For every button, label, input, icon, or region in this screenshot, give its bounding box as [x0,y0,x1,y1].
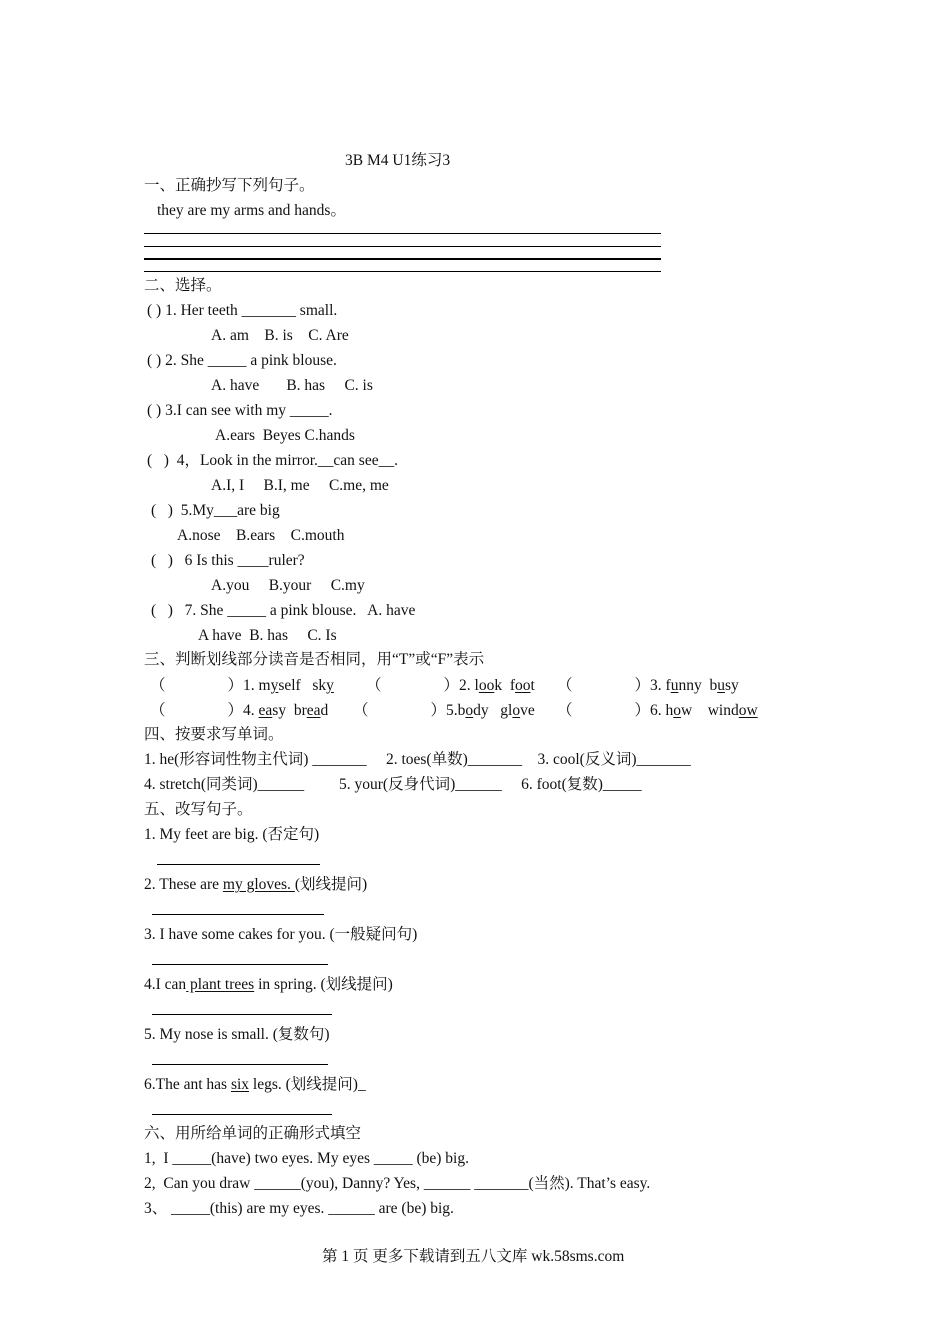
word-part: ve [520,702,535,719]
underlined-letters: ow [738,702,758,719]
answer-line-3 [152,964,328,965]
rewrite-q1: 1. My feet are big. (否定句) [144,826,320,843]
rewrite-q6 [144,1075,366,1095]
choice-q6: ( ) 6 Is this ____ruler? [151,552,305,569]
choice-q4-options: A.I, I B.I, me C.me, me [211,477,389,494]
underlined-letters: u [670,677,679,694]
choice-q6-options: A.you B.your C.my [211,577,365,594]
writing-line-2 [144,246,661,247]
phonics-item-1 [150,676,334,696]
underlined-letters: u [717,677,725,694]
item-number: 4. [243,702,255,719]
section-3-heading: 三、判断划线部分读音是否相同，用“T”或“F”表示 [144,651,485,668]
word-part: sy [724,677,739,694]
word-part: t [530,677,535,694]
paren-close: ） [430,702,447,719]
underlined-letters: oo [515,677,531,694]
fill-line-3: 3、 _____(this) are my eyes. ______ are (be) big. [144,1200,454,1217]
answer-line-4 [152,1014,332,1015]
paren-open: （ [366,677,382,694]
word-part: nny [678,677,702,694]
word-part: gl [500,702,513,719]
underlined-letters: o [512,702,521,719]
item-number: 2. [459,677,471,694]
word-part: k [494,677,503,694]
rewrite-q4 [144,975,393,995]
answer-line-5 [152,1064,328,1065]
text-part: 4.I can [144,976,187,993]
underlined-letters: y [270,677,279,694]
section-1-heading: 一、正确抄写下列句子。 [144,177,315,194]
writing-line-3 [144,258,661,260]
section-6-heading: 六、用所给单词的正确形式填空 [144,1125,362,1142]
word-part: l [474,677,479,694]
underlined-letters: ea [258,702,273,719]
word-part: sy [272,702,287,719]
word-part: h [665,702,674,719]
paren-open: （ [150,702,166,719]
underlined-phrase: plant trees [186,976,255,993]
underlined-phrase: six [230,1076,250,1093]
item-number: 5. [446,702,458,719]
page-title: 3B M4 U1练习3 [345,152,451,169]
paren-open: （ [150,677,166,694]
underlined-phrase: my gloves. [222,876,295,893]
paren-close: ） [443,677,460,694]
answer-line-2 [152,914,324,915]
text-part: in spring. (划线提问) [254,976,393,993]
item-number: 3. [650,677,662,694]
choice-q4: ( ) 4，Look in the mirror.__can see__. [147,452,398,469]
phonics-item-6 [557,701,758,721]
word-part: dy [473,702,489,719]
paren-open: （ [353,702,369,719]
word-part: wind [707,702,739,719]
paren-open: （ [557,702,573,719]
underlined-letters: oo [478,677,495,694]
writing-line-1 [144,233,661,234]
item-number: 1. [243,677,255,694]
paren-close: ） [227,702,244,719]
word-task-row-2: 4. stretch(同类词)______ 5. your(反身代词)______ 6. foot(复数)_____ [144,776,642,793]
word-part: m [258,677,271,694]
page-footer: 第 1 页 更多下载请到五八文库 wk.58sms.com [322,1248,625,1265]
phonics-item-5 [353,701,535,721]
underlined-letters: y [326,677,334,694]
choice-q2-options: A. have B. has C. is [211,377,373,394]
answer-line-6 [152,1114,332,1115]
word-part: d [320,702,329,719]
answer-line-1 [157,864,320,865]
paren-open: （ [557,677,573,694]
word-part: b [457,702,466,719]
word-part: self [278,677,301,694]
section-2-heading: 二、选择。 [144,277,222,294]
choice-q7: ( ) 7. She _____ a pink blouse. A. have [151,602,416,619]
copy-sentence: they are my arms and hands。 [157,202,346,219]
section-5-heading: 五、改写句子。 [144,801,253,818]
word-part: f [665,677,671,694]
text-part: (划线提问) [294,876,368,893]
choice-q7-options: A have B. has C. Is [198,627,337,644]
rewrite-q5: 5. My nose is small. (复数句) [144,1026,330,1043]
text-part: legs. (划线提问)_ [249,1076,366,1093]
choice-q2: ( ) 2. She _____ a pink blouse. [147,352,337,369]
choice-q1-options: A. am B. is C. Are [211,327,349,344]
writing-line-4 [144,271,661,272]
paren-close: ） [227,677,244,694]
choice-q1: ( ) 1. Her teeth _______ small. [147,302,338,319]
phonics-item-3 [557,676,739,696]
underlined-letters: o [673,702,682,719]
rewrite-q2 [144,875,367,895]
word-part: f [509,677,516,694]
paren-close: ） [634,677,651,694]
phonics-item-2 [366,676,535,696]
word-part: w [681,702,693,719]
text-part: 2. These are [144,876,223,893]
fill-line-1: 1, I _____(have) two eyes. My eyes _____ (be) big. [144,1150,469,1167]
underlined-letters: ea [306,702,321,719]
word-part: br [293,702,307,719]
item-number: 6. [650,702,662,719]
choice-q3-options: A.ears Beyes C.hands [215,427,355,444]
choice-q5-options: A.nose B.ears C.mouth [177,527,345,544]
paren-close: ） [634,702,651,719]
word-task-row-1: 1. he(形容词性物主代词) _______ 2. toes(单数)_______ 3. cool(反义词)_______ [144,751,691,768]
choice-q3: ( ) 3.I can see with my _____. [147,402,333,419]
rewrite-q3: 3. I have some cakes for you. (一般疑问句) [144,926,418,943]
underlined-letters: o [465,702,474,719]
phonics-item-4 [150,701,328,721]
fill-line-2: 2, Can you draw ______(you), Danny? Yes, ______ _______(当然). That’s easy. [144,1175,651,1192]
word-part: b [709,677,718,694]
text-part: 6.The ant has [144,1076,231,1093]
word-part: sk [312,677,327,694]
choice-q5: ( ) 5.My___are big [151,502,280,519]
section-4-heading: 四、按要求写单词。 [144,726,284,743]
